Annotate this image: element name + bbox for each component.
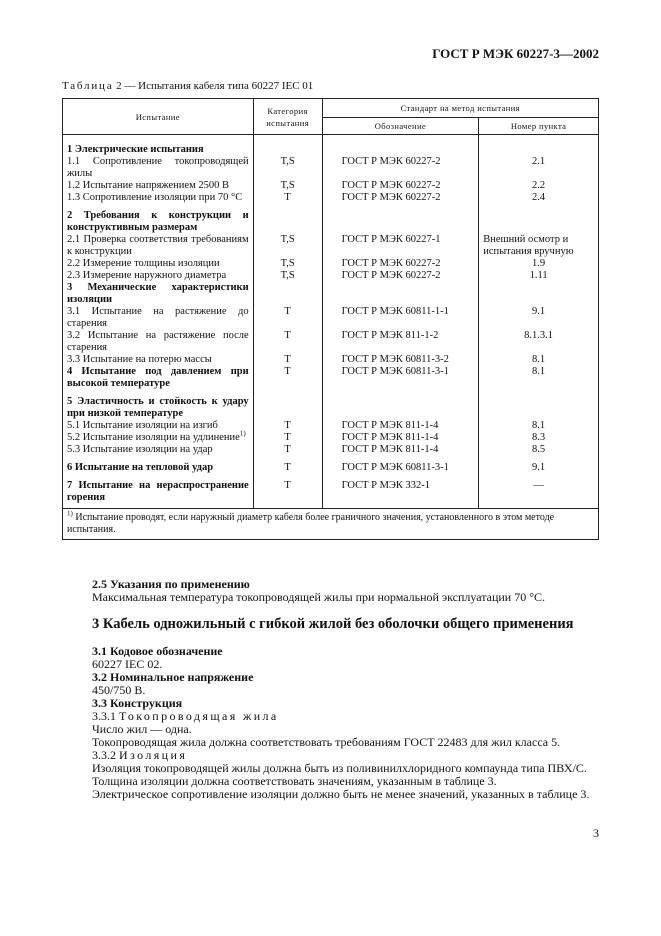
cell-designation — [322, 396, 479, 420]
cell-clause-text: 1.9 — [532, 258, 546, 269]
cell-category-text: T — [284, 192, 291, 203]
cell-category — [253, 192, 322, 204]
table-row — [63, 156, 599, 180]
footnote-mark: 1) — [67, 509, 73, 518]
resistance-text: Электрическое сопротивление изоляции должно быть не менее значений, указанных в таблице 3. — [92, 787, 590, 801]
tests-table — [62, 98, 599, 540]
cell-designation — [322, 210, 479, 234]
cell-test-name-text: 3.1 Испытание на растяжение до старения — [67, 306, 249, 329]
cell-test-name — [63, 180, 254, 192]
cell-clause-text: 9.1 — [532, 306, 546, 317]
cell-designation — [322, 135, 479, 157]
cell-designation-text: ГОСТ Р МЭК 60811-3-2 — [341, 354, 449, 365]
cell-designation-text: ГОСТ Р МЭК 60811-1-1 — [341, 306, 449, 317]
cell-designation-text: ГОСТ Р МЭК 60811-3-1 — [341, 462, 449, 473]
cell-category — [253, 330, 322, 354]
section-2-5-title: 2.5 Указания по применению — [92, 577, 250, 591]
cell-designation-text: ГОСТ Р МЭК 60227-2 — [341, 258, 441, 269]
cell-designation-text: ГОСТ Р МЭК 811-1-4 — [341, 432, 439, 443]
cell-test-name — [63, 429, 254, 444]
cell-category — [253, 462, 322, 474]
cell-test-name-text: 5.1 Испытание изоляции на изгиб — [67, 420, 218, 431]
cores-text: Число жил — одна. — [92, 722, 192, 736]
cell-designation-text: ГОСТ Р МЭК 60227-2 — [341, 156, 441, 167]
cell-clause — [479, 330, 599, 354]
cell-designation — [322, 270, 479, 282]
cell-clause-text: 8.5 — [532, 444, 546, 455]
cell-category-text: T,S — [280, 270, 295, 281]
cell-test-name — [63, 210, 254, 234]
cell-test-name-text: 1 Электрические испытания — [67, 144, 204, 155]
cell-designation — [322, 330, 479, 354]
cell-designation — [322, 156, 479, 180]
table-row — [63, 234, 599, 258]
cell-category — [253, 396, 322, 420]
cell-test-name-text: 1.1 Сопротивление токопроводящей жилы — [67, 156, 249, 179]
cell-designation-text: ГОСТ Р МЭК 811-1-4 — [341, 444, 439, 455]
table-row — [63, 135, 599, 157]
cell-clause — [479, 270, 599, 282]
cell-clause — [479, 234, 599, 258]
table-row — [63, 354, 599, 366]
document-header: ГОСТ Р МЭК 60227-3—2002 — [432, 46, 599, 61]
cell-category — [253, 282, 322, 306]
cell-test-name-text: 2.3 Измерение наружного диаметра — [67, 270, 227, 281]
cell-category-text: T,S — [280, 156, 295, 167]
cell-designation — [322, 180, 479, 192]
section-3-1-title: 3.1 Кодовое обозначение — [92, 644, 223, 658]
cell-category — [253, 210, 322, 234]
cell-designation — [322, 306, 479, 330]
cell-clause-text: 2.2 — [532, 180, 546, 191]
cell-designation-text: ГОСТ Р МЭК 811-1-2 — [341, 330, 439, 341]
cell-designation — [322, 432, 479, 444]
table-row — [63, 330, 599, 354]
cell-designation — [322, 258, 479, 270]
cell-clause — [479, 396, 599, 420]
table-footnote — [63, 509, 599, 540]
cell-category — [253, 306, 322, 330]
cell-clause-text: 9.1 — [532, 462, 546, 473]
cell-category — [253, 432, 322, 444]
cell-clause-text: 8.1 — [532, 420, 546, 431]
cell-designation — [322, 366, 479, 390]
section-3-title: 3 Кабель одножильный с гибкой жилой без оболочки общего применения — [92, 616, 574, 632]
thickness-text: Толщина изоляции должна соответствовать значениям, указанным в таблице 3. — [92, 774, 497, 788]
cell-clause-text: Внешний осмотр и испытания вручную — [483, 234, 574, 257]
table-row — [63, 420, 599, 432]
table-row — [63, 480, 599, 509]
cell-test-name-text: 1.3 Сопротивление изоляции при 70 °С — [67, 192, 243, 203]
section-3-1-text: 60227 IEC 02. — [92, 657, 163, 671]
cell-test-name-text: 5.3 Испытание изоляции на удар — [67, 444, 213, 455]
cell-test-name-text: 2 Требования к конструкции и конструктивным размерам — [67, 210, 249, 233]
header-test: Испытание — [63, 99, 254, 135]
section-2-5-text: Максимальная температура токопроводящей жилы при нормальной эксплуатации 70 °С. — [92, 590, 546, 604]
cell-test-name — [63, 354, 254, 366]
cell-category-text: T — [284, 444, 291, 455]
cell-clause — [479, 156, 599, 180]
cell-clause-text: 8.3 — [532, 432, 546, 443]
table-row — [63, 432, 599, 444]
cell-clause — [479, 210, 599, 234]
cell-test-name-text: 5 Эластичность и стойкость к удару при низкой температуре — [67, 396, 249, 419]
cell-clause — [479, 462, 599, 474]
cell-clause — [479, 135, 599, 157]
cell-clause — [479, 366, 599, 390]
table-row — [63, 444, 599, 456]
cell-designation-text: ГОСТ Р МЭК 332-1 — [341, 480, 430, 491]
cell-clause — [479, 480, 599, 509]
table-row — [63, 282, 599, 306]
footnote-ref: 1) — [239, 429, 246, 438]
cell-designation-text: ГОСТ Р МЭК 60227-2 — [341, 180, 441, 191]
section-3-3-1-title: Токопроводящая жила — [119, 709, 279, 723]
table-caption-prefix: Таблица — [62, 80, 114, 92]
cell-designation — [322, 282, 479, 306]
cell-test-name — [63, 156, 254, 180]
cell-test-name — [63, 234, 254, 258]
cell-category — [253, 180, 322, 192]
cell-category — [253, 480, 322, 509]
cell-clause — [479, 282, 599, 306]
cell-clause — [479, 432, 599, 444]
cell-test-name-text: 2.2 Измерение толщины изоляции — [67, 258, 220, 269]
table-row — [63, 180, 599, 192]
cell-category — [253, 135, 322, 157]
cell-designation — [322, 444, 479, 456]
cell-category — [253, 270, 322, 282]
table-row — [63, 210, 599, 234]
cell-category — [253, 366, 322, 390]
cell-clause-text: 8.1 — [532, 366, 546, 377]
cell-clause — [479, 306, 599, 330]
header-standard: Стандарт на метод испытания — [322, 99, 598, 118]
cell-clause — [479, 258, 599, 270]
section-3-3-title: 3.3 Конструкция — [92, 696, 183, 710]
cell-test-name — [63, 270, 254, 282]
body-text — [62, 578, 599, 801]
cell-designation-text: ГОСТ Р МЭК 60227-2 — [341, 192, 441, 203]
cell-category-text: T,S — [280, 234, 295, 245]
cell-category-text: T — [284, 366, 291, 377]
table-row — [63, 462, 599, 474]
cell-clause-text: 2.1 — [532, 156, 546, 167]
cell-category-text: T — [284, 420, 291, 431]
cell-category-text: T — [284, 354, 291, 365]
table-row — [63, 258, 599, 270]
cell-test-name-text: 6 Испытание на тепловой удар — [67, 462, 214, 473]
cell-test-name-text: 3 Механические характеристики изоляции — [67, 282, 249, 305]
cell-designation — [322, 192, 479, 204]
cell-test-name-text: 7 Испытание на нераспространение горения — [67, 480, 249, 503]
cell-category — [253, 258, 322, 270]
cell-test-name — [63, 480, 254, 509]
cell-test-name-text: 2.1 Проверка соответствия требованиям к конструкции — [67, 234, 249, 257]
cell-test-name — [63, 420, 254, 432]
section-3-3-1-number: 3.3.1 — [92, 709, 116, 723]
cell-test-name-text: 5.2 Испытание изоляции на удлинение — [67, 432, 240, 443]
cell-clause-text: 8.1.3.1 — [524, 330, 554, 341]
cell-clause — [479, 444, 599, 456]
cell-clause-text: 1.11 — [529, 270, 548, 281]
cell-clause — [479, 354, 599, 366]
cell-category — [253, 354, 322, 366]
cell-designation — [322, 234, 479, 258]
table-row — [63, 192, 599, 204]
table-body — [63, 135, 599, 509]
cell-category — [253, 420, 322, 432]
insulation-text: Изоляция токопроводящей жилы должна быть из поливинилхлоридного компаунда типа ПВХ/С. — [92, 761, 587, 775]
cell-clause — [479, 192, 599, 204]
cell-category-text: T — [284, 462, 291, 473]
cell-clause — [479, 420, 599, 432]
table-row — [63, 306, 599, 330]
table-row — [63, 366, 599, 390]
cell-designation — [322, 354, 479, 366]
cell-test-name — [63, 258, 254, 270]
section-3-3-2-title: Изоляция — [119, 748, 188, 762]
table-caption — [62, 80, 313, 92]
cell-category-text: T — [284, 330, 291, 341]
cell-clause-text: 8.1 — [532, 354, 546, 365]
cell-test-name-text: 1.2 Испытание напряжением 2500 В — [67, 180, 229, 191]
cell-clause-text: — — [533, 480, 544, 491]
cell-category-text: T — [284, 432, 291, 443]
table-row — [63, 270, 599, 282]
cell-test-name-text: 3.2 Испытание на растяжение после старения — [67, 330, 249, 353]
cell-category — [253, 156, 322, 180]
cell-test-name — [63, 306, 254, 330]
cell-category-text: T,S — [280, 258, 295, 269]
cell-test-name — [63, 192, 254, 204]
section-3-3-2-number: 3.3.2 — [92, 748, 116, 762]
section-3-2-text: 450/750 В. — [92, 683, 146, 697]
cell-designation-text: ГОСТ Р МЭК 60227-2 — [341, 270, 441, 281]
cell-designation — [322, 480, 479, 509]
cell-test-name — [63, 282, 254, 306]
cell-test-name — [63, 135, 254, 157]
cell-test-name — [63, 444, 254, 456]
page-number: 3 — [593, 826, 599, 840]
cell-test-name-text: 4 Испытание под давлением при высокой температуре — [67, 366, 249, 389]
table-row — [63, 396, 599, 420]
cell-category-text: T — [284, 480, 291, 491]
cell-test-name-text: 3.3 Испытание на потерю массы — [67, 354, 212, 365]
header-clause: Номер пункта — [479, 118, 599, 135]
cell-clause-text: 2.4 — [532, 192, 546, 203]
cell-category — [253, 234, 322, 258]
cell-designation-text: ГОСТ Р МЭК 60811-3-1 — [341, 366, 449, 377]
cell-test-name — [63, 462, 254, 474]
cell-designation — [322, 420, 479, 432]
table-caption-text: 2 — Испытания кабеля типа 60227 IEC 01 — [113, 80, 314, 92]
cell-category-text: T,S — [280, 180, 295, 191]
cell-test-name — [63, 330, 254, 354]
header-category: Категория испытания — [253, 99, 322, 135]
cell-clause — [479, 180, 599, 192]
cell-category — [253, 444, 322, 456]
cell-category-text: T — [284, 306, 291, 317]
footnote-text: Испытание проводят, если наружный диаметр кабеля более граничного значения, установленного в этом методе испытания. — [67, 512, 555, 535]
conductor-requirement: Токопроводящая жила должна соответствовать требованиям ГОСТ 22483 для жил класса 5. — [92, 735, 561, 749]
section-3-2-title: 3.2 Номинальное напряжение — [92, 670, 254, 684]
cell-designation-text: ГОСТ Р МЭК 60227-1 — [341, 234, 441, 245]
cell-designation — [322, 462, 479, 474]
cell-designation-text: ГОСТ Р МЭК 811-1-4 — [341, 420, 439, 431]
cell-test-name — [63, 366, 254, 390]
cell-test-name — [63, 396, 254, 420]
header-designation: Обозначение — [322, 118, 479, 135]
